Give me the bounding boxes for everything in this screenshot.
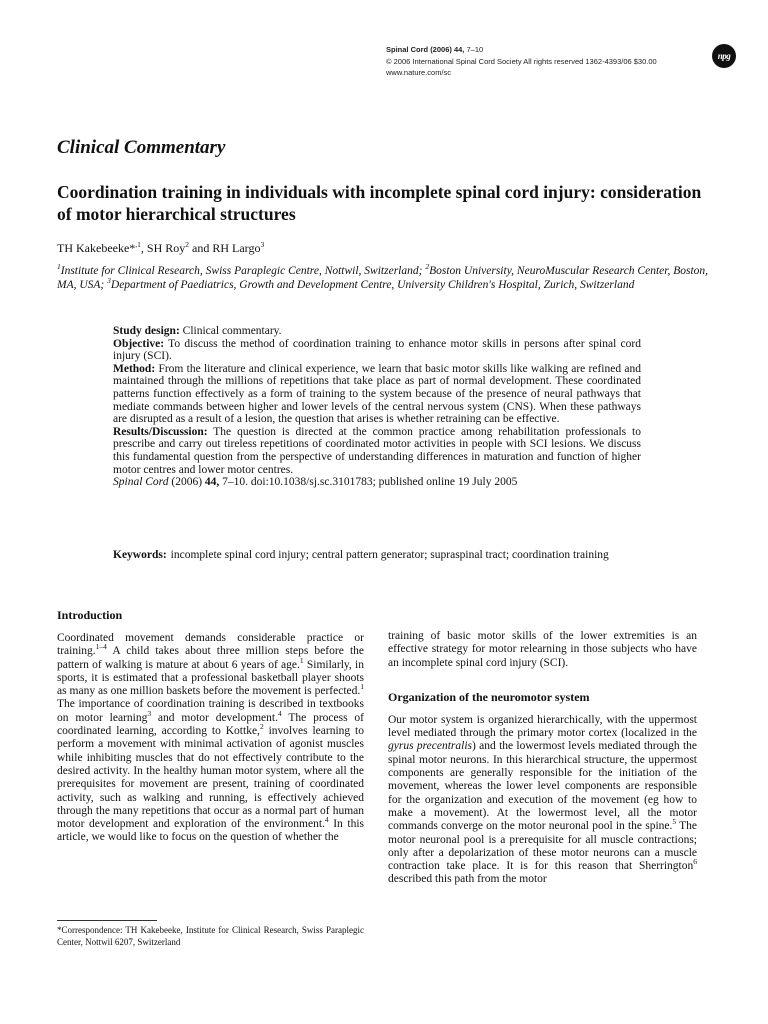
intro-continuation: training of basic motor skills of the lower extremities is an effective strategy for motor relearning in those subjects who have an incomplete spinal cord injury (SCI). — [388, 630, 697, 669]
section-paragraph — [388, 714, 697, 887]
npg-logo: npg — [712, 44, 736, 68]
body-text: The importance of coordination training is described in textbooks on motor learning — [57, 698, 364, 724]
body-text: ) and the lowermost levels mediated through the spinal motor neurons. In this hierarchical structure, the uppermost components are generally responsible for the initiation of the movement, whereas the lower level components are responsible for the organization and execution of the movement (eg how to make a movement). At the lowermost level, all the motor commands converge on the motor neuronal pool in the spine. — [388, 740, 697, 833]
body-text: Coordinated movement demands considerable practice or training. — [57, 632, 364, 658]
section-spacer — [388, 670, 697, 690]
reference-superscript[interactable]: 5 — [672, 817, 677, 827]
affiliation-superscript: 3 — [107, 276, 111, 286]
abstract-text: Clinical commentary. — [182, 325, 282, 337]
abstract-study-design — [113, 325, 641, 338]
reference-superscript[interactable]: 4 — [277, 708, 282, 718]
author-name: , SH Roy — [140, 241, 186, 255]
citation-volume: 44, — [204, 476, 220, 489]
body-text: The process of coordinated learning, according to Kottke, — [57, 711, 364, 738]
reference-superscript[interactable]: 6 — [693, 857, 697, 867]
section-type: Clinical Commentary — [57, 137, 226, 158]
journal-pages: 7–10 — [466, 45, 484, 54]
journal-url[interactable]: www.nature.com/sc — [386, 68, 452, 77]
abstract-label: Results/Discussion: — [113, 425, 208, 438]
section-heading: Organization of the neuromotor system — [388, 689, 590, 704]
reference-superscript[interactable]: 2 — [259, 722, 264, 732]
reference-superscript[interactable]: 3 — [147, 708, 152, 718]
copyright-line: © 2006 International Spinal Cord Society All rights reserved 1362-4393/06 $30.00 — [386, 56, 657, 66]
abstract-label: Study design: — [113, 325, 180, 337]
affiliation-text: Department of Paediatrics, Growth and Development Centre, University Children's Hospital, Zurich, Switzerland — [110, 279, 635, 291]
reference-superscript[interactable]: 1 — [360, 682, 364, 692]
body-text-italic: gyrus precentralis — [388, 740, 473, 753]
abstract-method — [113, 363, 641, 426]
reference-superscript[interactable]: 4 — [324, 815, 329, 825]
reference-superscript[interactable]: 1–4 — [95, 642, 107, 652]
body-text: In this article, we would like to focus on the question of whether the — [57, 818, 364, 844]
journal-citation — [386, 44, 716, 56]
abstract — [113, 325, 641, 489]
article-title: Coordination training in individuals with incomplete spinal cord injury: consideration of motor hierarchical structures — [57, 182, 702, 224]
abstract-citation — [113, 476, 641, 489]
abstract-text: From the literature and clinical experience, we learn that basic motor skills like walking are refined and maintained through the millions of repetitions that take place as part of normal development. These coordinated patterns function effectively as a form of training to the system because of the presence of neural pathways that mediate commands between higher and lower levels of the central nervous system (CNS). When these pathways are disrupted as a result of a lesion, the question that arises is whether retraining can be effective. — [113, 362, 641, 426]
citation-details: 7–10. doi:10.1038/sj.sc.3101783; published online 19 July 2005 — [222, 476, 518, 489]
abstract-results — [113, 426, 641, 476]
left-column — [57, 608, 364, 845]
reference-superscript[interactable]: 1 — [299, 655, 304, 665]
affiliations — [57, 264, 717, 292]
citation-year: (2006) — [171, 476, 203, 489]
body-text: Our motor system is organized hierarchically, with the uppermost level mediated through the primary motor cortex (localized in the — [388, 713, 697, 740]
keywords-label: Keywords: — [113, 549, 167, 561]
author-superscript: 2 — [185, 240, 190, 249]
abstract-objective — [113, 338, 641, 363]
affiliation-superscript: 2 — [425, 262, 430, 272]
body-text: described this path from the motor — [388, 873, 547, 886]
abstract-text: The question is directed at the common practice among rehabilitation professionals to prescribe and carry out tireless repetitions of coordinated motor activities in people with SCI lesions. We discuss this fundamental question from the perspective of understanding differences in maturation and function of higher motor centres and lower motor centres. — [113, 425, 641, 476]
body-text: Similarly, in sports, it is estimated that a professional basketball player shoots as many as one million baskets before the movement is perfected. — [57, 658, 364, 698]
author-list — [57, 241, 264, 256]
right-column — [388, 630, 697, 887]
footnote-rule — [57, 920, 157, 921]
intro-heading: Introduction — [57, 608, 123, 622]
affiliation-text: Boston University, NeuroMuscular Research Center, Boston, MA, USA; — [57, 265, 709, 291]
body-text: and motor development. — [151, 711, 278, 724]
body-text: involves learning to perform a movement with minimal activation of agonist muscles while inhibiting muscles that do not effectively contribute to the desired activity. In the healthy human motor system, where all the prerequisites for movement are present, training of coordinated activity, such as walking and running, is effectively achieved through the many repetitions that occur as a normal part of human motor development and exploration of the environment. — [57, 725, 365, 831]
author-superscript: ,1 — [135, 240, 141, 249]
journal-year-volume: (2006) 44, — [430, 45, 465, 54]
body-text: The motor neuronal pool is a prerequisite for all muscle contractions; only after a depolarization of these motor neurons can a muscle contraction take place. It is for this reason that Sherrington — [388, 820, 697, 873]
abstract-label: Method: — [113, 362, 156, 375]
body-text: A child takes about three million steps before the pattern of walking is mature at about 6 years of age. — [57, 645, 364, 671]
correspondence-footnote: *Correspondence: TH Kakebeeke, Institute for Clinical Research, Swiss Paraplegic Center, Nottwil 6207, Switzerland — [57, 925, 364, 947]
author-name: and RH Largo — [189, 241, 261, 255]
keywords-text: incomplete spinal cord injury; central pattern generator; supraspinal tract; coordination training — [170, 549, 609, 561]
abstract-label: Objective: — [113, 337, 165, 350]
citation-journal: Spinal Cord — [113, 476, 169, 489]
intro-paragraph — [57, 632, 364, 845]
keywords — [113, 549, 641, 562]
author-superscript: 3 — [260, 240, 265, 249]
journal-name: Spinal Cord — [386, 45, 429, 54]
abstract-text: To discuss the method of coordination training to enhance motor skills in persons after spinal cord injury (SCI). — [113, 337, 641, 363]
affiliation-superscript: 1 — [57, 262, 61, 272]
author-name: TH Kakebeeke* — [57, 241, 136, 255]
affiliation-text: Institute for Clinical Research, Swiss Paraplegic Centre, Nottwil, Switzerland; — [60, 265, 426, 277]
journal-header — [386, 44, 716, 79]
